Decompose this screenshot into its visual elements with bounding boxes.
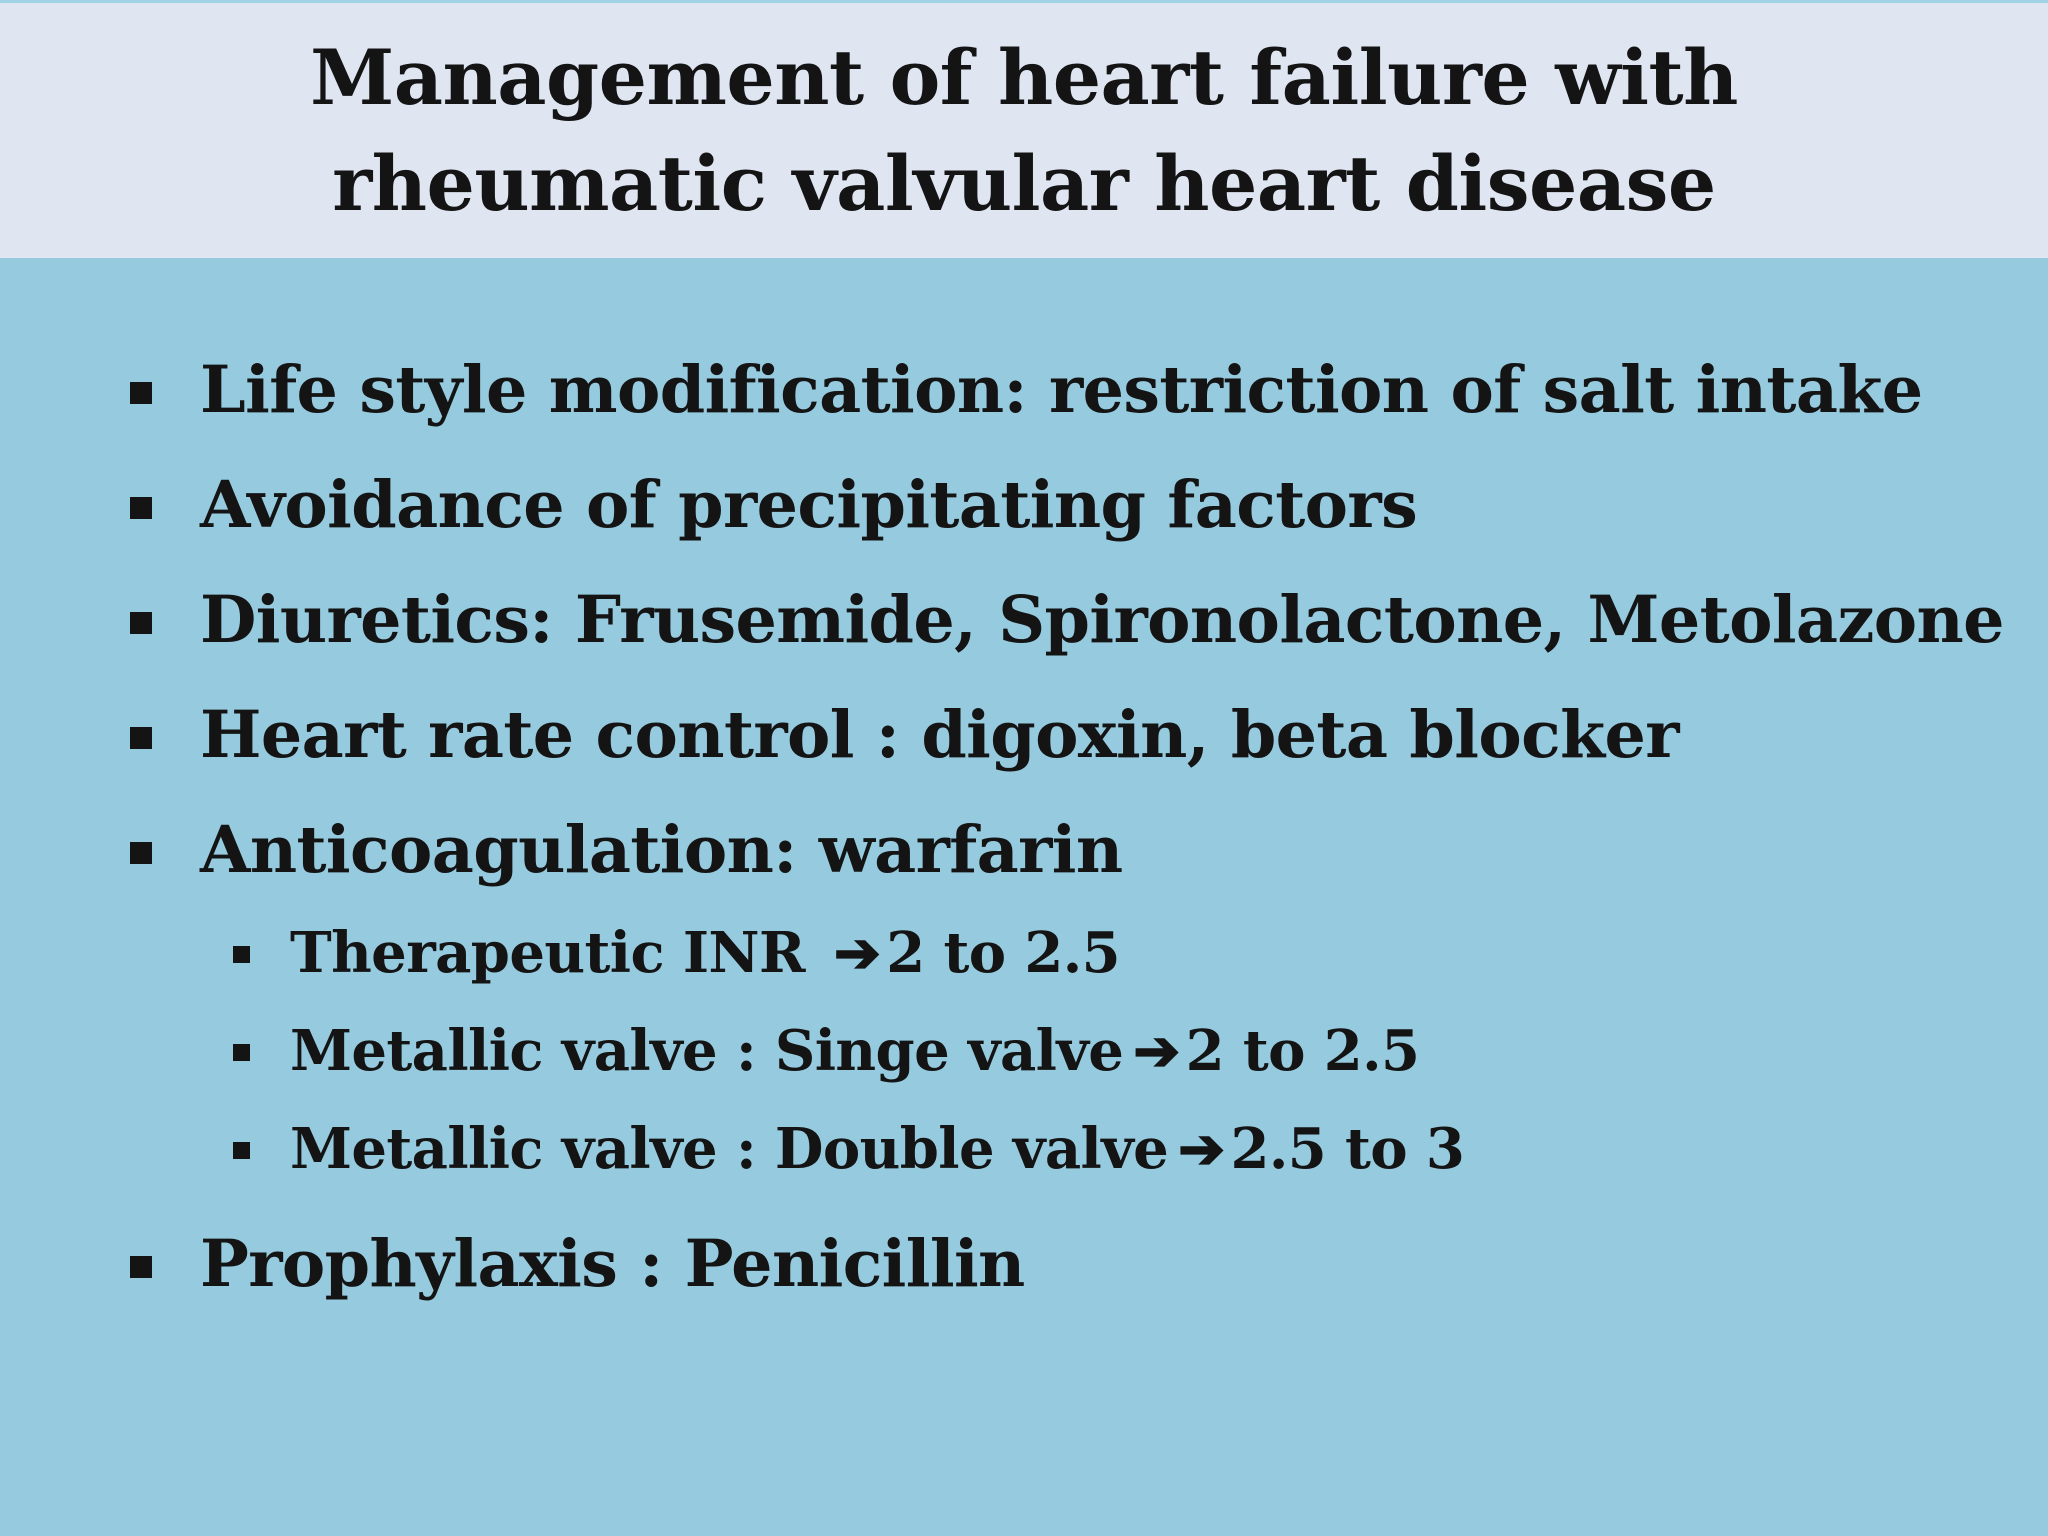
- bullet-item-prophylaxis: [0, 1224, 2048, 1304]
- right-arrow-icon: ➔: [1133, 1018, 1180, 1084]
- square-bullet-icon: [130, 1256, 152, 1278]
- slide-content: [0, 350, 2048, 1339]
- bullet-text: Diuretics: Frusemide, Spironolactone, Metolazone: [200, 582, 2004, 658]
- right-arrow-icon: ➔: [833, 920, 881, 986]
- square-bullet-icon: [130, 497, 152, 519]
- bullet-item-anticoagulation: [0, 810, 2048, 890]
- sub-bullet-value: 2 to 2.5: [1185, 1018, 1420, 1084]
- sub-bullet-item-double-valve: [0, 1114, 2048, 1184]
- sub-bullet-text: Metallic valve : Double valve: [290, 1116, 1169, 1182]
- bullet-text: Anticoagulation: warfarin: [200, 812, 1123, 888]
- slide-title-line-1: Management of heart failure with: [310, 32, 1738, 122]
- bullet-item-heart-rate: [0, 695, 2048, 775]
- sub-bullet-item-single-valve: [0, 1016, 2048, 1086]
- sub-bullet-text: Therapeutic INR: [290, 920, 824, 986]
- square-bullet-icon: [233, 946, 250, 963]
- bullet-text: Prophylaxis : Penicillin: [200, 1226, 1025, 1302]
- right-arrow-icon: ➔: [1178, 1116, 1225, 1182]
- square-bullet-icon: [130, 612, 152, 634]
- bullet-item-lifestyle: [0, 350, 2048, 430]
- slide-title-line-2: rheumatic valvular heart disease: [332, 138, 1716, 228]
- bullet-item-diuretics: [0, 580, 2048, 660]
- bullet-list: [0, 350, 2048, 1304]
- sub-bullet-value: 2.5 to 3: [1230, 1116, 1465, 1182]
- bullet-text: Life style modification: restriction of salt intake: [200, 352, 1923, 428]
- square-bullet-icon: [130, 382, 152, 404]
- slide-title: [310, 25, 1738, 237]
- sub-bullet-text: Metallic valve : Singe valve: [290, 1018, 1124, 1084]
- bullet-text: Avoidance of precipitating factors: [200, 467, 1418, 543]
- square-bullet-icon: [130, 842, 152, 864]
- bullet-item-avoidance: [0, 465, 2048, 545]
- title-bar: [0, 0, 2048, 258]
- square-bullet-icon: [233, 1142, 250, 1159]
- square-bullet-icon: [233, 1044, 250, 1061]
- bullet-text: Heart rate control : digoxin, beta blocker: [200, 697, 1679, 773]
- sub-bullet-item-inr: [0, 918, 2048, 988]
- square-bullet-icon: [130, 727, 152, 749]
- sub-bullet-value: 2 to 2.5: [886, 920, 1120, 986]
